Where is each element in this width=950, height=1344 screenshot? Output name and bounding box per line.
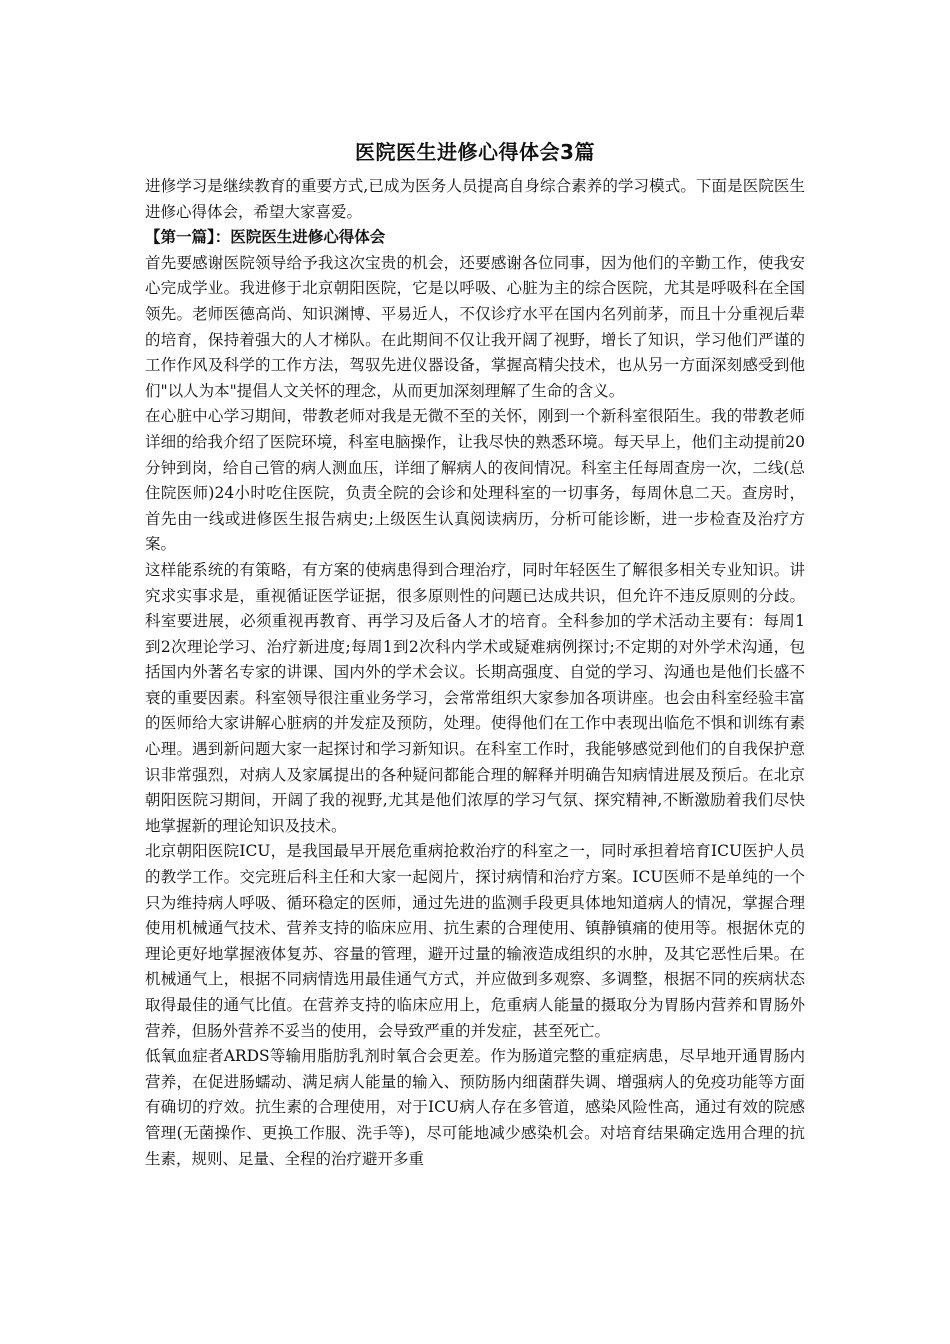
intro-paragraph: 进修学习是继续教育的重要方式,已成为医务人员提高自身综合素养的学习模式。下面是医院医生进修心得体会，希望大家喜爱。	[145, 177, 805, 221]
body-paragraph: 北京朝阳医院ICU，是我国最早开展危重病抢救治疗的科室之一，同时承担着培育ICU医护人员的教学工作。交完班后科主任和大家一起阅片，探讨病情和治疗方案。ICU医师不是单纯的一个只为维持病人呼吸、循环稳定的医师，通过先进的监测手段更具体地知道病人的情况，掌握合理使用机械通气技术、营养支持的临床应用、抗生素的合理使用、镇静镇痛的使用等。根据休克的理论更好地掌握液体复苏、容量的管理，避开过量的输液造成组织的水肿，及其它恶性后果。在机械通气上，根据不同病情选用最佳通气方式，并应做到多观察、多调整，根据不同的疾病状态取得最佳的通气比值。在营养支持的临床应用上，危重病人能量的摄取分为胃肠内营养和胃肠外营养，但肠外营养不妥当的使用，会导致严重的并发症，甚至死亡。	[145, 842, 805, 1040]
body-paragraph: 低氧血症者ARDS等输用脂肪乳剂时氧合会更差。作为肠道完整的重症病患，尽早地开通胃肠内营养，在促进肠蠕动、满足病人能量的输入、预防肠内细菌群失调、增强病人的免疫功能等方面有确切的疗效。抗生素的合理使用，对于ICU病人存在多管道，感染风险性高，通过有效的院感管理(无菌操作、更换工作服、洗手等)，尽可能地减少感染机会。对培育结果确定选用合理的抗生素，规则、足量、全程的治疗避开多重	[145, 1047, 805, 1168]
document-page	[145, 136, 805, 1172]
document-title: 医院医生进修心得体会3篇	[355, 140, 595, 164]
body-paragraph: 这样能系统的有策略，有方案的使病患得到合理治疗，同时年轻医生了解很多相关专业知识。讲究求实事求是，重视循证医学证据，很多原则性的问题已达成共识，但允许不违反原则的分歧。科室要进展，必须重视再教育、再学习及后备人才的培育。全科参加的学术活动主要有：每周1到2次理论学习、治疗新进度;每周1到2次科内学术或疑难病例探讨;不定期的对外学术沟通，包括国内外著名专家的讲课、国内外的学术会议。长期高强度、自觉的学习、沟通也是他们长盛不衰的重要因素。科室领导很注重业务学习，会常常组织大家参加各项讲座。也会由科室经验丰富的医师给大家讲解心脏病的并发症及预防，处理。使得他们在工作中表现出临危不惧和训练有素心理。遇到新问题大家一起探讨和学习新知识。在科室工作时，我能够感觉到他们的自我保护意识非常强烈，对病人及家属提出的各种疑问都能合理的解释并明确告知病情进展及预后。在北京朝阳医院习期间，开阔了我的视野,尤其是他们浓厚的学习气氛、探究精神,不断激励着我们尽快地掌握新的理论知识及技术。	[145, 560, 805, 835]
body-paragraph: 首先要感谢医院领导给予我这次宝贵的机会，还要感谢各位同事，因为他们的辛勤工作，使我安心完成学业。我进修于北京朝阳医院，它是以呼吸、心脏为主的综合医院，尤其是呼吸科在全国领先。老师医德高尚、知识渊博、平易近人，不仅诊疗水平在国内名列前茅，而且十分重视后辈的培育，保持着强大的人才梯队。在此期间不仅让我开阔了视野，增长了知识，学习他们严谨的工作作风及科学的工作方法，驾驭先进仪器设备，掌握高精尖技术，也从另一方面深刻感受到他们"以人为本"提倡人文关怀的理念，从而更加深刻理解了生命的含义。	[145, 253, 805, 400]
body-paragraph: 在心脏中心学习期间，带教老师对我是无微不至的关怀，刚到一个新科室很陌生。我的带教老师详细的给我介绍了医院环境，科室电脑操作，让我尽快的熟悉环境。每天早上，他们主动提前20分钟到岗，给自己管的病人测血压，详细了解病人的夜间情况。科室主任每周查房一次，二线(总住院医师)24小时吃住医院，负责全院的会诊和处理科室的一切事务，每周休息二天。查房时，首先由一线或进修医生报告病史;上级医生认真阅读病历，分析可能诊断，进一步检查及治疗方案。	[145, 407, 805, 554]
section-heading: 【第一篇】：医院医生进修心得体会	[145, 228, 386, 247]
